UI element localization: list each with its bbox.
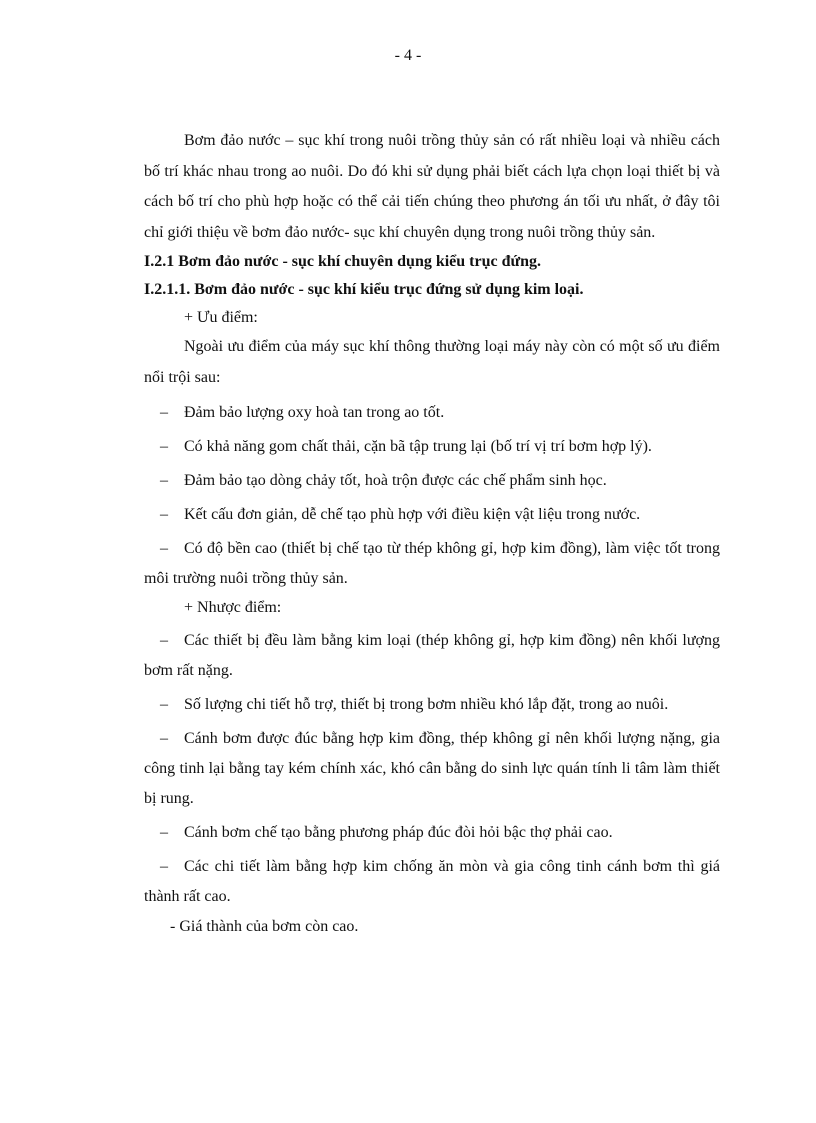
intro-paragraph: Bơm đảo nước – sục khí trong nuôi trồng thủy sản có rất nhiều loại và nhiều cách bố trí khác nhau trong ao nuôi. Do đó khi sử dụng phải biết cách lựa chọn loại thiết bị và cách bố trí cho phù hợp hoặc có thể cải tiến chúng theo phương án tối ưu nhất, ở đây tôi chỉ giới thiệu về bơm đảo nước- sục khí chuyên dụng trong nuôi trồng thủy sản. xyxy=(144,132,720,241)
dash-bullet: – xyxy=(160,823,168,841)
dash-bullet: – xyxy=(160,695,168,713)
disadvantage-item: – Số lượng chi tiết hỗ trợ, thiết bị trong bơm nhiều khó lắp đặt, trong ao nuôi. xyxy=(144,690,720,720)
dash-bullet: – xyxy=(160,631,168,649)
advantages-label: + Ưu điểm: xyxy=(184,309,258,327)
document-body xyxy=(144,126,720,942)
dash-bullet: – xyxy=(160,857,168,875)
disadvantage-item: – Các chi tiết làm bằng hợp kim chống ăn mòn và gia công tinh cánh bơm thì giá thành rất cao. xyxy=(144,852,720,912)
advantage-item: – Đảm bảo tạo dòng chảy tốt, hoà trộn được các chế phẩm sinh học. xyxy=(144,466,720,496)
disadvantages-label: + Nhược điểm: xyxy=(184,598,282,616)
disadvantage-item: – Cánh bơm chế tạo bằng phương pháp đúc đòi hỏi bậc thợ phải cao. xyxy=(144,818,720,848)
dash-bullet: – xyxy=(160,437,168,455)
dash-bullet: – xyxy=(160,403,168,421)
dash-bullet: – xyxy=(160,539,168,557)
dash-bullet: – xyxy=(160,729,168,747)
advantage-item: – Có độ bền cao (thiết bị chế tạo từ thép không gỉ, hợp kim đồng), làm việc tốt trong môi trường nuôi trồng thủy sản. xyxy=(144,534,720,594)
dash-bullet: – xyxy=(160,505,168,523)
dash-bullet: – xyxy=(160,471,168,489)
advantage-item: – Kết cấu đơn giản, dễ chế tạo phù hợp với điều kiện vật liệu trong nước. xyxy=(144,500,720,530)
advantage-item: – Có khả năng gom chất thải, cặn bã tập trung lại (bố trí vị trí bơm hợp lý). xyxy=(144,432,720,462)
section-heading: I.2.1 Bơm đảo nước - sục khí chuyên dụng kiểu trục đứng. xyxy=(144,253,542,271)
subsection-heading: I.2.1.1. Bơm đảo nước - sục khí kiểu trục đứng sử dụng kim loại. xyxy=(144,281,584,299)
disadvantage-item: – Cánh bơm được đúc bằng hợp kim đồng, thép không gỉ nên khối lượng nặng, gia công tinh lại bằng tay kém chính xác, khó cân bằng do sinh lực quán tính li tâm làm thiết bị rung. xyxy=(144,724,720,814)
closing-line: - Giá thành của bơm còn cao. xyxy=(170,917,359,935)
disadvantage-item: – Các thiết bị đều làm bằng kim loại (thép không gỉ, hợp kim đồng) nên khối lượng bơm rất nặng. xyxy=(144,626,720,686)
page-number: - 4 - xyxy=(394,47,422,64)
advantages-intro: Ngoài ưu điểm của máy sục khí thông thường loại máy này còn có một số ưu điểm nổi trội sau: xyxy=(144,338,720,386)
advantage-item: – Đảm bảo lượng oxy hoà tan trong ao tốt. xyxy=(144,398,720,428)
